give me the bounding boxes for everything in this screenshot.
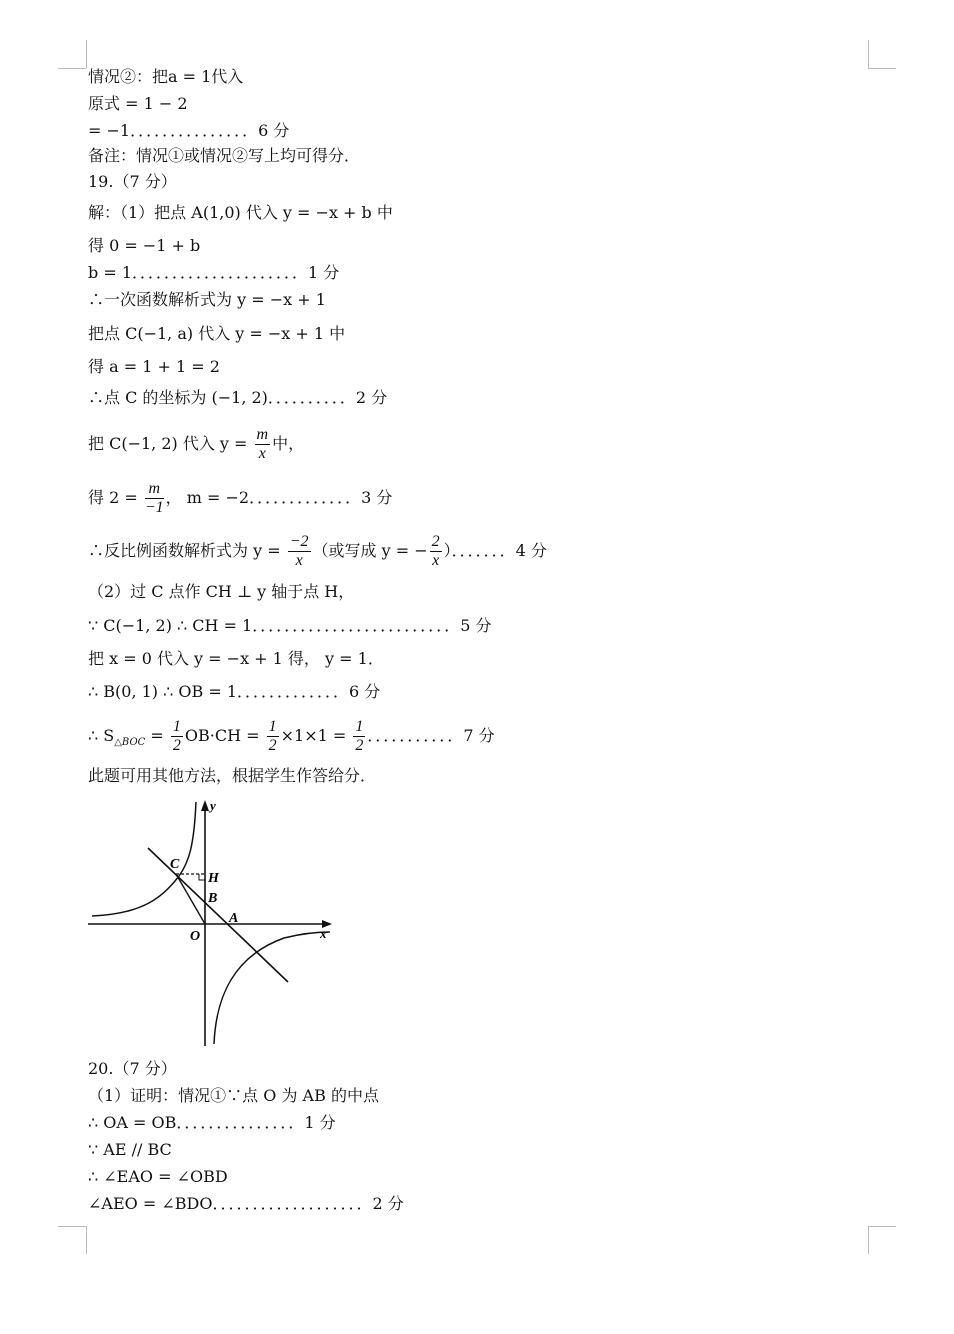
y-axis-arrow <box>201 800 209 811</box>
text-line: 得 0 = −1 + b <box>88 236 201 255</box>
crop-mark-br-h <box>868 1226 896 1227</box>
graph-label-o: O <box>190 929 201 944</box>
text-line: （2）过 C 点作 CH ⊥ y 轴于点 H， <box>88 582 355 601</box>
function-graph <box>84 796 344 1051</box>
text-line: ∴ B(0, 1) ∴ OB = 1．．．．．．．．．．．．．6 分 <box>88 682 381 701</box>
right-angle-mark <box>199 874 205 880</box>
section-heading: 20.（7 分） <box>88 1059 177 1078</box>
subscript: △BOC <box>114 737 146 749</box>
text-line: （1）证明：情况①∵点 O 为 AB 的中点 <box>88 1086 379 1105</box>
graph-label-x: x <box>320 926 327 941</box>
text-line: 原式 = 1 − 2 <box>88 94 188 113</box>
fraction-2-over-x <box>430 533 442 570</box>
numerator: m <box>145 480 164 499</box>
text-line: 解：（1）把点 A(1,0) 代入 y = −x + b 中 <box>88 203 393 222</box>
text-line: ∵ C(−1, 2) ∴ CH = 1．．．．．．．．．．．．．．．．．．．．．．．．．5 分 <box>88 616 492 635</box>
denominator: 2 <box>268 737 277 754</box>
crop-mark-tr <box>868 40 869 68</box>
text-line: 备注：情况①或情况②写上均可得分． <box>88 146 361 165</box>
denominator: 2 <box>355 737 364 754</box>
text-segment: OB·CH = <box>184 726 265 745</box>
fraction-half <box>353 718 365 755</box>
text-segment: ， m = −2．．．．．．．．．．．．．3 分 <box>165 488 393 507</box>
numerator: 1 <box>268 718 277 735</box>
text-line: 把 x = 0 代入 y = −x + 1 得， y = 1． <box>88 649 384 668</box>
text-line: 此题可用其他方法，根据学生作答给分． <box>88 766 377 785</box>
graph-label-a: A <box>229 911 239 926</box>
text-segment: （或写成 y = − <box>312 541 428 560</box>
hyperbola-branch-lower-right <box>214 932 330 1044</box>
crop-mark-bl-h <box>58 1226 86 1227</box>
denominator: x <box>432 552 440 569</box>
text-segment: ．．．．．．．．．．．7 分 <box>367 726 495 745</box>
text-segment: ×1×1 = <box>280 726 352 745</box>
graph-label-h: H <box>208 871 219 886</box>
crop-mark-br <box>868 1226 869 1254</box>
crop-mark-bl <box>86 1226 87 1254</box>
denominator: x <box>295 552 303 569</box>
text-line: 把点 C(−1, a) 代入 y = −x + 1 中 <box>88 324 346 343</box>
graph-label-b: B <box>208 891 218 906</box>
fraction-m-over-x <box>255 426 271 463</box>
crop-mark-tl-h <box>58 68 86 69</box>
fraction-half <box>267 718 279 755</box>
text-line: 得 a = 1 + 1 = 2 <box>88 357 220 376</box>
text-line: ∴ OA = OB．．．．．．．．．．．．．．．1 分 <box>88 1113 336 1132</box>
text-line: ∠AEO = ∠BDO．．．．．．．．．．．．．．．．．．．2 分 <box>88 1194 404 1213</box>
text-line: b = 1．．．．．．．．．．．．．．．．．．．．．1 分 <box>88 263 340 282</box>
section-heading: 19.（7 分） <box>88 172 177 191</box>
text-segment: 把 C(−1, 2) 代入 y = <box>88 434 253 453</box>
numerator: 1 <box>172 718 181 735</box>
hyperbola-branch-upper-left <box>92 802 196 916</box>
graph-label-c: C <box>170 857 180 872</box>
graph-label-y: y <box>210 798 216 813</box>
text-line-with-fraction <box>88 531 547 571</box>
denominator: 2 <box>172 737 181 754</box>
text-segment: = <box>145 726 169 745</box>
text-line: ∵ AE // BC <box>88 1140 172 1159</box>
fraction-m-over-neg1 <box>145 480 164 517</box>
line-y-eq-neg-x-plus-1 <box>148 848 288 982</box>
crop-mark-tl <box>86 40 87 68</box>
text-line: ∴ ∠EAO = ∠OBD <box>88 1167 228 1186</box>
text-line: 情况②：把a = 1代入 <box>88 67 244 86</box>
text-segment: ∴反比例函数解析式为 y = <box>88 541 286 560</box>
denominator: −1 <box>144 499 164 516</box>
text-segment: ∴ S <box>88 726 115 745</box>
text-line-with-fraction <box>88 424 304 464</box>
text-segment: ）．．．．．．．4 分 <box>443 541 547 560</box>
text-line: = −1．．．．．．．．．．．．．．．6 分 <box>88 121 290 140</box>
numerator: −2 <box>289 533 309 550</box>
numerator: 1 <box>355 718 364 735</box>
denominator: x <box>258 445 266 462</box>
text-line: ∴一次函数解析式为 y = −x + 1 <box>88 290 326 309</box>
numerator: 2 <box>431 533 440 550</box>
text-line: ∴点 C 的坐标为 (−1, 2)．．．．．．．．．．2 分 <box>88 388 388 407</box>
text-segment: 得 2 = <box>88 488 143 507</box>
text-line-with-fraction <box>88 716 495 763</box>
fraction-half <box>171 718 183 755</box>
crop-mark-tr-h <box>868 68 896 69</box>
fraction-neg2-over-x <box>288 533 311 570</box>
text-line-with-fraction <box>88 478 392 518</box>
numerator: m <box>256 426 269 443</box>
text-segment: 中， <box>272 434 305 453</box>
